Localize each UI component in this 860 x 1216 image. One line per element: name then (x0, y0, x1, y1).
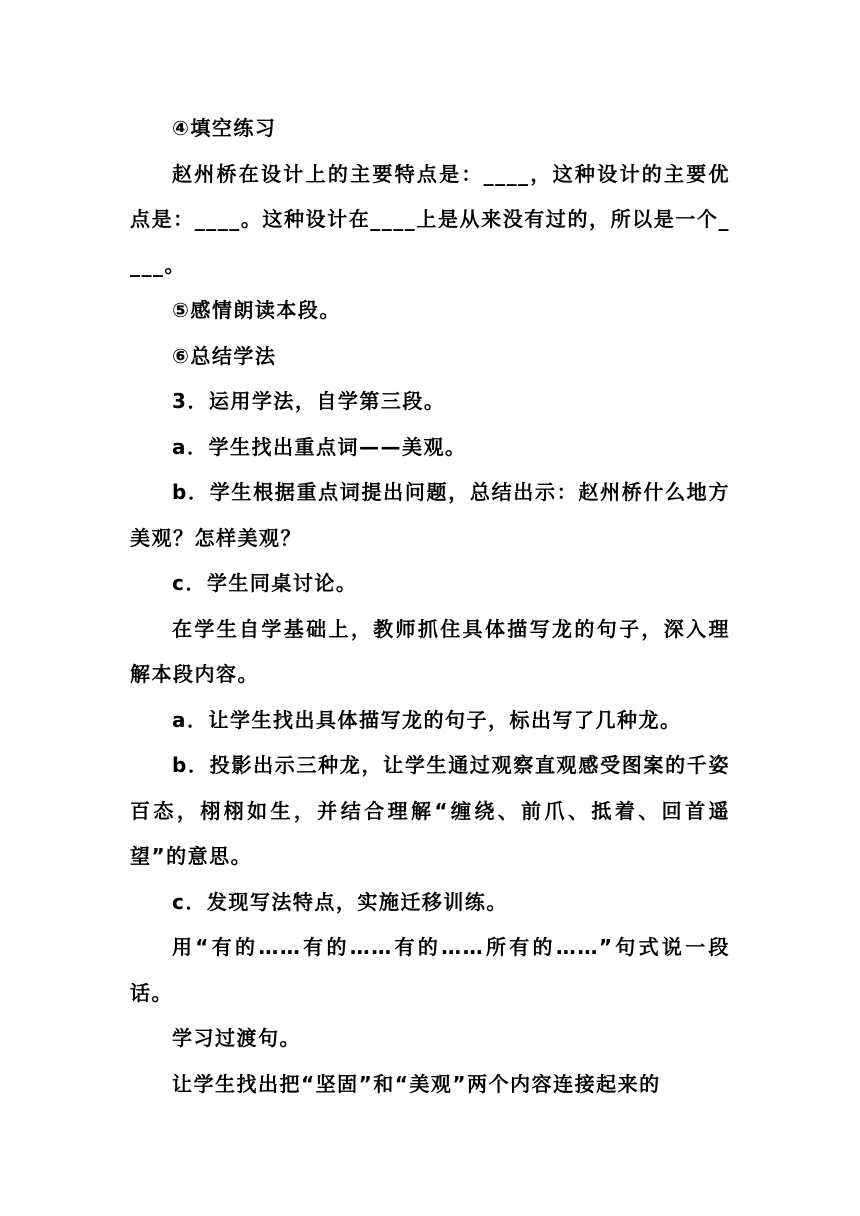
paragraph-step-3c: c．学生同桌讨论。 (172, 571, 358, 595)
heading-summarize-method: ⑥总结学法 (172, 343, 277, 368)
paragraph-guidance-b: b．投影出示三种龙，让学生通过观察直观感受图案的千姿百态，栩栩如生，并结合理解“缠绕、前爪、抵着、回首遥望”的意思。 (130, 753, 730, 868)
paragraph-sentence-pattern: 用“有的……有的……有的……所有的……”句式说一段话。 (130, 935, 730, 1005)
heading-emotional-reading: ⑤感情朗读本段。 (172, 298, 341, 322)
paragraph-fill-in-blank-exercise: 赵州桥在设计上的主要特点是：____，这种设计的主要优点是：____。这种设计在____上是从来没有过的，所以是一个____。 (130, 161, 730, 277)
paragraph-guidance-a: a．让学生找出具体描写龙的句子，标出写了几种龙。 (172, 707, 682, 732)
paragraph-step-3a: a．学生找出重点词——美观。 (172, 434, 467, 459)
paragraph-teacher-guidance: 在学生自学基础上，教师抓住具体描写龙的句子，深入理解本段内容。 (130, 616, 730, 686)
paragraph-transition-sentence: 学习过渡句。 (172, 1026, 301, 1050)
paragraph-step-3b: b．学生根据重点词提出问题，总结出示：赵州桥什么地方美观？怎样美观？ (130, 480, 730, 550)
paragraph-step-3: 3．运用学法，自学第三段。 (172, 389, 446, 413)
heading-fill-in-blank: ④填空练习 (172, 116, 277, 140)
paragraph-find-transition: 让学生找出把“坚固”和“美观”两个内容连接起来的 (172, 1071, 661, 1096)
document-body (130, 106, 730, 1107)
paragraph-guidance-c: c．发现写法特点，实施迁移训练。 (172, 889, 508, 914)
